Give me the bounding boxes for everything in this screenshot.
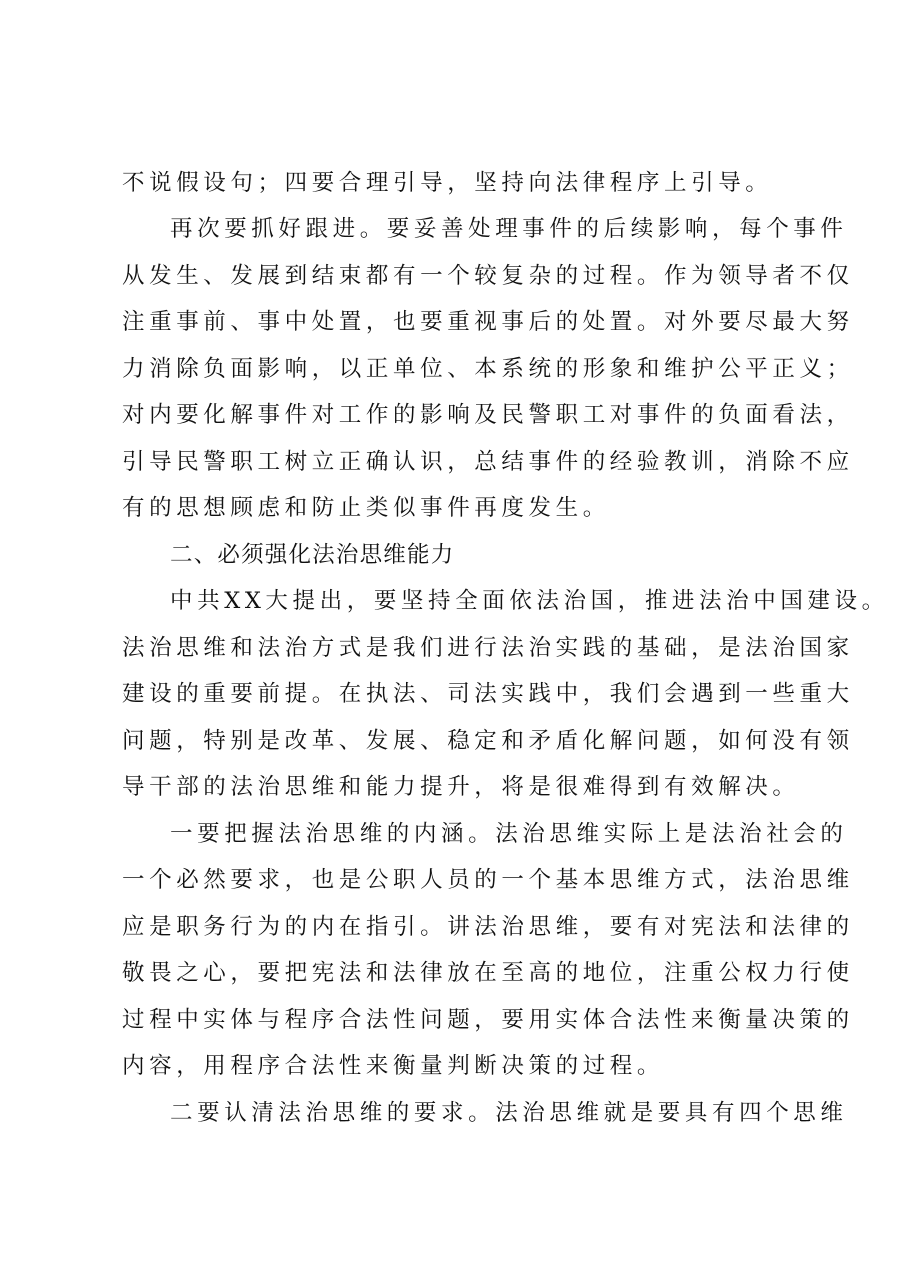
paragraph-line: 应是职务行为的内在指引。讲法治思维，要有对宪法和法律的 <box>122 914 854 940</box>
paragraph-line: 过程中实体与程序合法性问题，要用实体合法性来衡量决策的 <box>122 1007 854 1033</box>
paragraph-line: 一个必然要求，也是公职人员的一个基本思维方式，法治思维 <box>122 867 854 893</box>
paragraph-line: 从发生、发展到结束都有一个较复杂的过程。作为领导者不仅 <box>122 263 854 289</box>
paragraph-line: 导干部的法治思维和能力提升，将是很难得到有效解决。 <box>122 774 800 800</box>
paragraph-line: 再次要抓好跟进。要妥善处理事件的后续影响，每个事件 <box>170 216 848 242</box>
paragraph-line: 一要把握法治思维的内涵。法治思维实际上是法治社会的 <box>170 821 848 847</box>
paragraph-line: 问题，特别是改革、发展、稳定和矛盾化解问题，如何没有领 <box>122 728 854 754</box>
paragraph-line: 建设的重要前提。在执法、司法实践中，我们会遇到一些重大 <box>122 681 854 707</box>
paragraph-line: 力消除负面影响，以正单位、本系统的形象和维护公平正义； <box>122 356 854 382</box>
paragraph-line: 二要认清法治思维的要求。法治思维就是要具有四个思维 <box>170 1100 848 1126</box>
paragraph-line: 有的思想顾虑和防止类似事件再度发生。 <box>122 495 610 521</box>
paragraph-line: 不说假设句；四要合理引导，坚持向法律程序上引导。 <box>122 170 773 196</box>
paragraph-line: 内容，用程序合法性来衡量判断决策的过程。 <box>122 1053 665 1079</box>
paragraph-line: 对内要化解事件对工作的影响及民警职工对事件的负面看法， <box>122 402 854 428</box>
paragraph-line: 注重事前、事中处置，也要重视事后的处置。对外要尽最大努 <box>122 309 854 335</box>
paragraph-line: 引导民警职工树立正确认识，总结事件的经验教训，消除不应 <box>122 449 854 475</box>
paragraph-line: 中共XX大提出，要坚持全面依法治国，推进法治中国建设。 <box>170 588 889 614</box>
paragraph-line: 法治思维和法治方式是我们进行法治实践的基础，是法治国家 <box>122 635 854 661</box>
paragraph-line: 敬畏之心，要把宪法和法律放在至高的地位，注重公权力行使 <box>122 960 854 986</box>
section-heading: 二、必须强化法治思维能力 <box>170 542 455 568</box>
